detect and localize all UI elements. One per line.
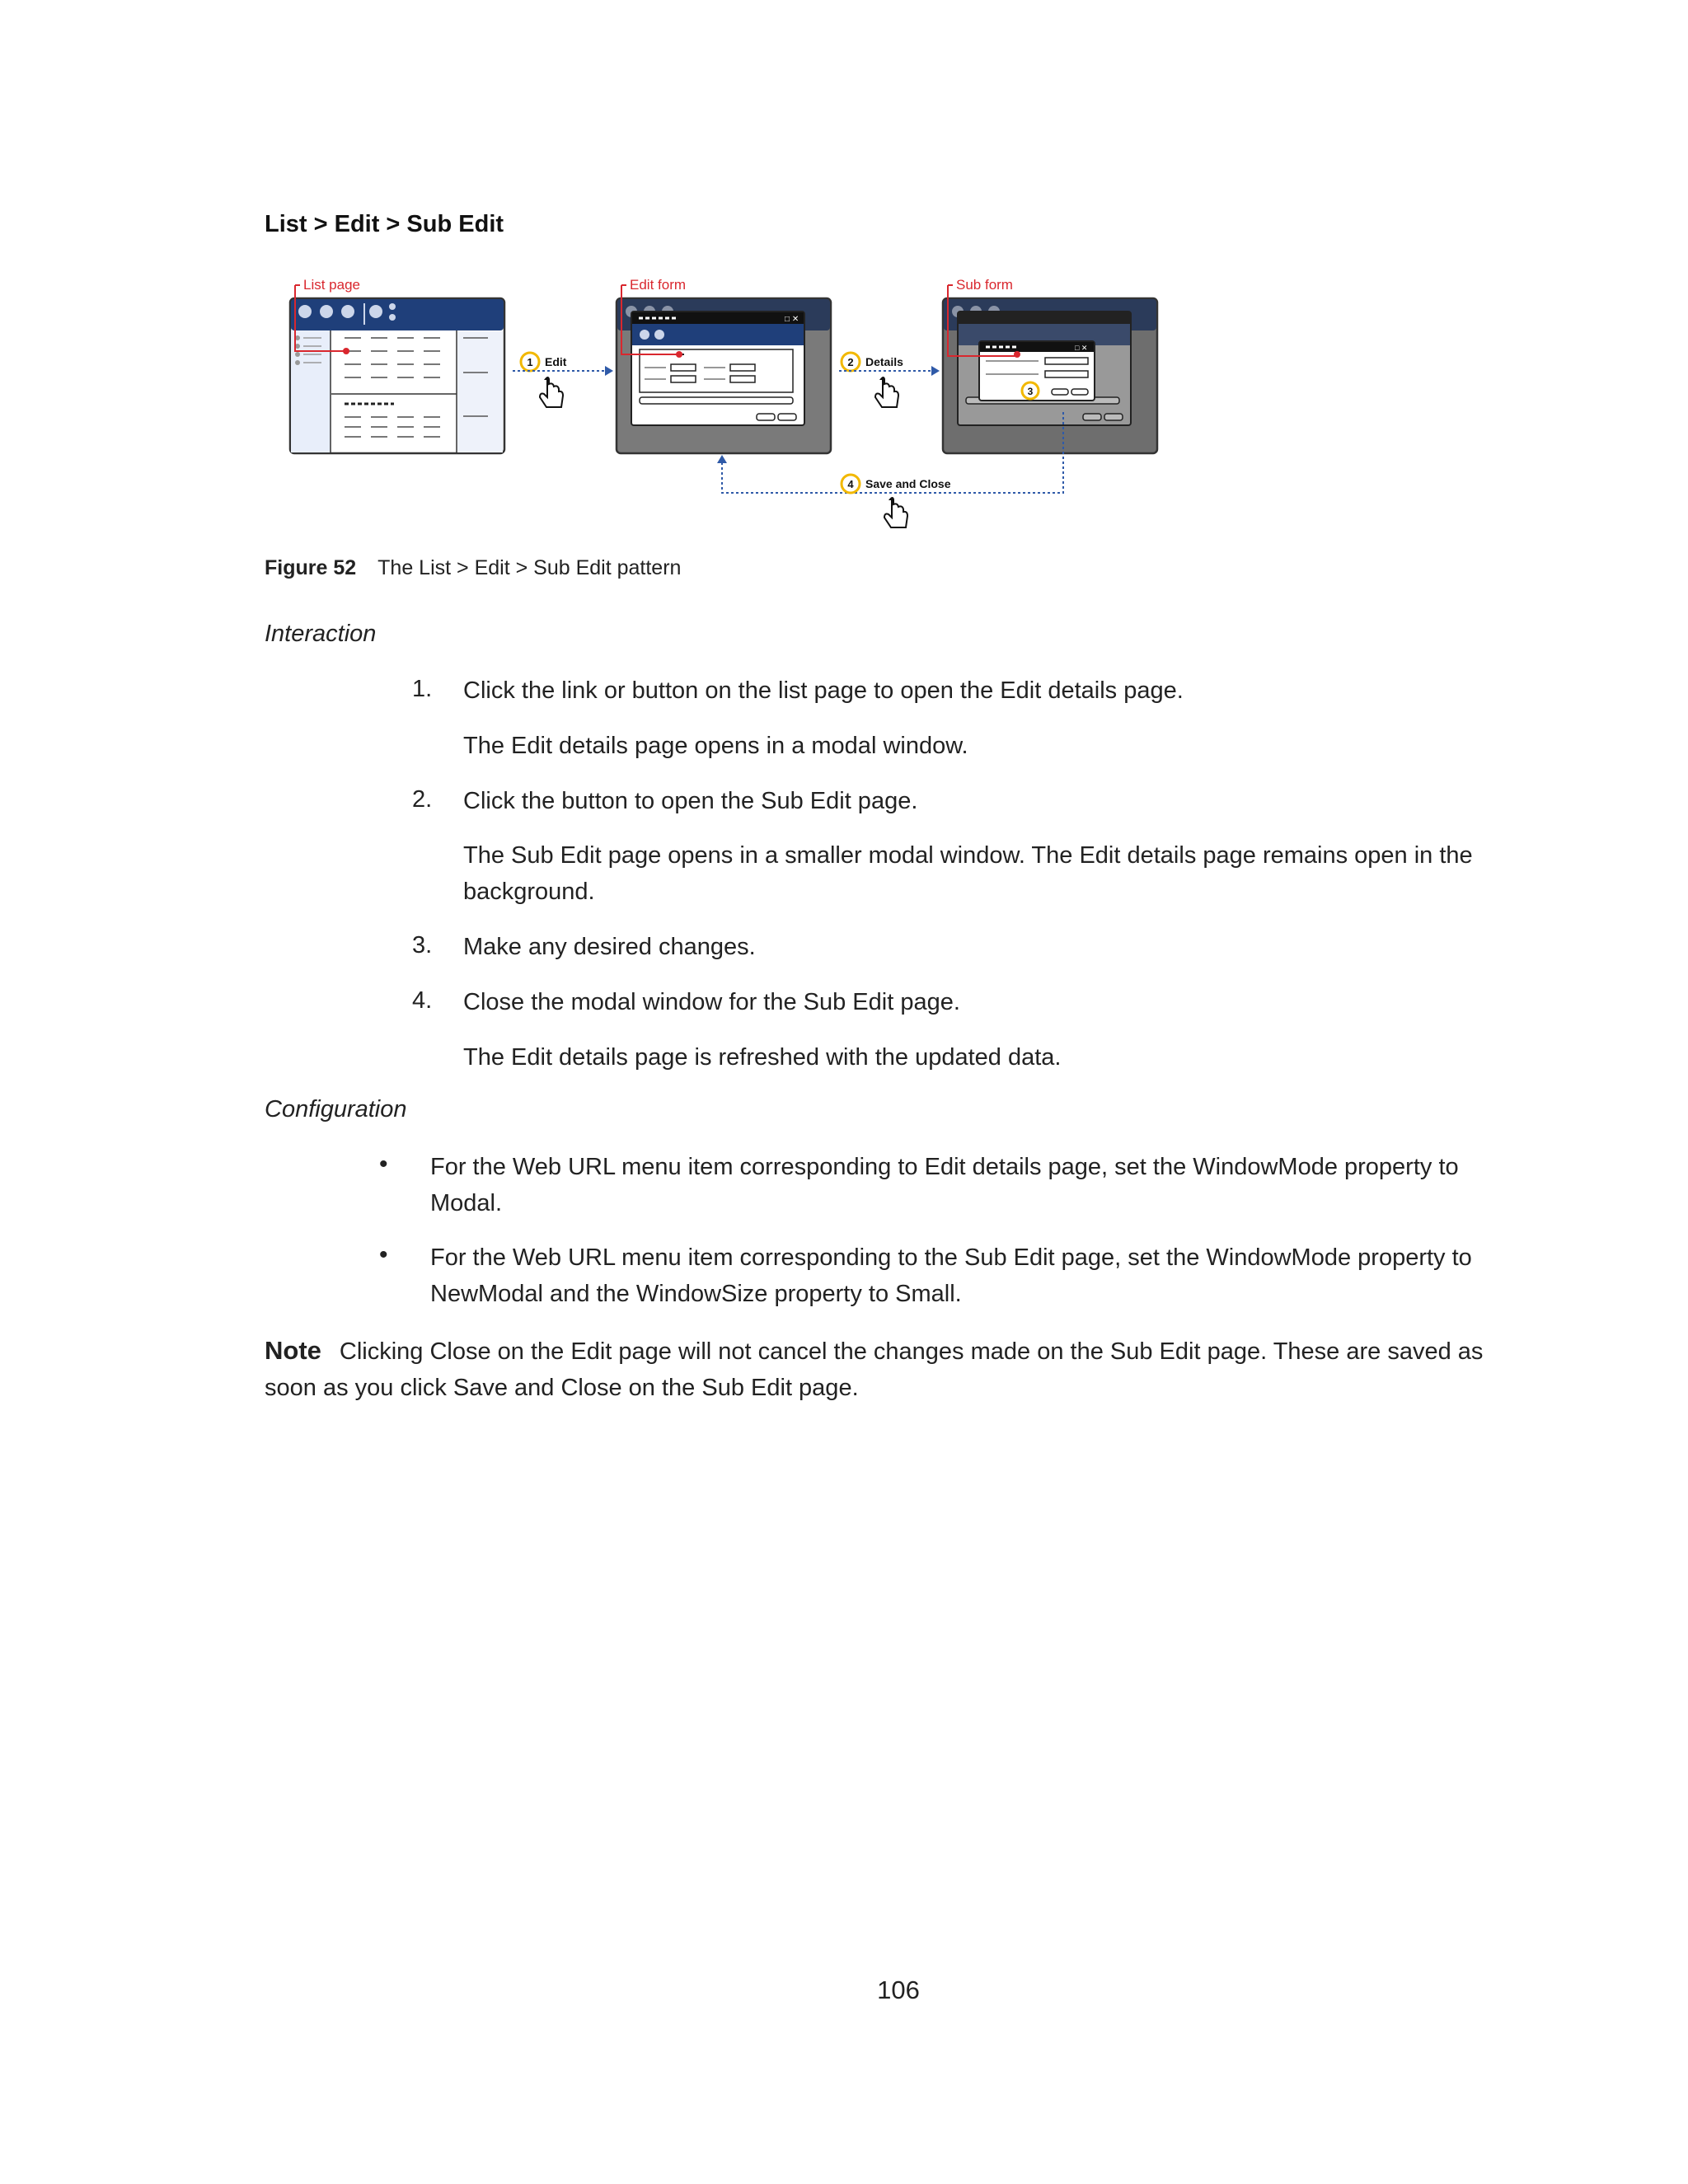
list-item-note: The Edit details page opens in a modal window. [463, 733, 968, 759]
list-item: Click the link or button on the list page to open the Edit details page. [463, 677, 1184, 704]
list-number: 4. [412, 987, 433, 1014]
svg-text:1: 1 [527, 356, 533, 368]
list-number: 2. [412, 786, 433, 813]
bullet: • [379, 1241, 388, 1268]
configuration-heading: Configuration [265, 1096, 407, 1122]
hand-cursor-icon [875, 377, 898, 407]
step-1 [513, 353, 613, 407]
section-heading: List > Edit > Sub Edit [265, 211, 504, 237]
hand-cursor-icon [884, 498, 907, 527]
page-number: 106 [877, 1975, 920, 2004]
list-number: 1. [412, 676, 433, 702]
note [265, 1333, 1493, 1406]
interaction-heading: Interaction [265, 621, 377, 647]
bullet-item: For the Web URL menu item corresponding to the Sub Edit page, set the WindowMode property to NewModal and the WindowSize property to Small. [430, 1244, 1472, 1307]
step-3 [1022, 382, 1039, 399]
list-item-note: The Sub Edit page opens in a smaller modal window. The Edit details page remains open in the background. [463, 842, 1473, 905]
list-item-note: The Edit details page is refreshed with the updated data. [463, 1044, 1062, 1071]
step-2 [839, 353, 940, 407]
list-item: Click the button to open the Sub Edit page. [463, 788, 918, 814]
list-page-label: List page [303, 277, 360, 293]
hand-cursor-icon [540, 377, 563, 407]
svg-text:Edit: Edit [545, 355, 567, 368]
list-item: Make any desired changes. [463, 934, 756, 960]
bullet: • [379, 1151, 388, 1178]
note-text: Clicking Close on the Edit page will not cancel the changes made on the Sub Edit page. These are saved as soon as you click Save and Close on the Sub Edit page. [265, 1338, 1484, 1401]
sub-form-label: Sub form [956, 277, 1013, 293]
svg-text:2: 2 [847, 356, 854, 368]
list-page-window [290, 277, 504, 453]
svg-text:□ ✕: □ ✕ [785, 315, 799, 324]
edit-form-label: Edit form [630, 277, 687, 293]
svg-text:□ ✕: □ ✕ [1075, 344, 1088, 352]
figure-caption-label: Figure 52 [265, 556, 357, 579]
list-item: Close the modal window for the Sub Edit page. [463, 989, 960, 1015]
sub-form-window [943, 277, 1157, 453]
svg-text:Details: Details [865, 355, 903, 368]
svg-text:4: 4 [847, 478, 854, 490]
list-number: 3. [412, 932, 433, 958]
pattern-diagram [272, 272, 1170, 540]
svg-text:3: 3 [1027, 386, 1034, 397]
figure-caption-text: The List > Edit > Sub Edit pattern [377, 556, 682, 579]
figure-caption [265, 556, 681, 580]
edit-form-window [617, 277, 831, 453]
svg-text:Save and Close: Save and Close [865, 477, 951, 490]
note-label: Note [265, 1336, 321, 1365]
figure-52 [272, 272, 1170, 540]
bullet-item: For the Web URL menu item corresponding to Edit details page, set the WindowMode property to Modal. [430, 1154, 1459, 1216]
